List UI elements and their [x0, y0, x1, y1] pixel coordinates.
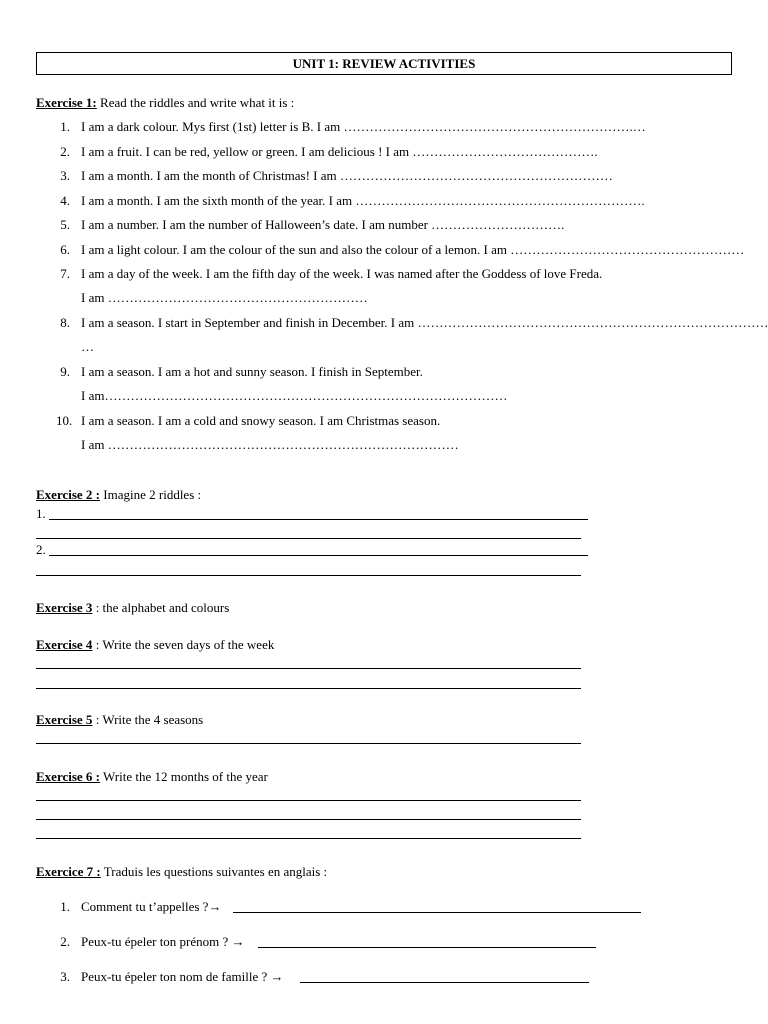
answer-line[interactable]: [36, 538, 581, 539]
riddle-text: I am a season. I am a cold and snowy season. I am Christmas season.: [81, 413, 441, 428]
exercise-4-instruction: : Write the seven days of the week: [92, 637, 275, 652]
riddle-number: 2.: [60, 144, 70, 159]
question-text: Comment tu t’appelles ?→: [81, 899, 222, 914]
exercise-1-instruction: Read the riddles and write what it is :: [96, 95, 295, 110]
riddle-number: 10.: [56, 413, 73, 428]
riddle-number: 3.: [60, 168, 70, 183]
exercise-2-instruction: Imagine 2 riddles :: [100, 487, 202, 502]
riddle-text: I am a season. I am a hot and sunny season. I finish in September.: [81, 364, 423, 379]
exercise-5-label: Exercise 5: [36, 712, 93, 727]
answer-line[interactable]: [233, 912, 641, 913]
question-number: 1.: [60, 899, 70, 914]
answer-line[interactable]: [300, 982, 589, 983]
riddle-text: I am a month. I am the month of Christmas! I am ………………………………………………………: [81, 168, 613, 183]
riddle-number: 6.: [60, 242, 70, 257]
exercise-4-heading: [36, 637, 274, 653]
riddle-number: 4.: [60, 193, 70, 208]
riddle-number: 7.: [60, 266, 70, 281]
exercise-2-label: Exercise 2 :: [36, 487, 101, 502]
exercise-5-heading: [36, 712, 203, 728]
riddle-text: I am a fruit. I can be red, yellow or green. I am delicious ! I am …………………………………….: [81, 144, 598, 159]
exercise-6-instruction: Write the 12 months of the year: [100, 769, 268, 784]
exercise-6-heading: [36, 769, 268, 785]
answer-line[interactable]: [36, 838, 581, 839]
exercise-3-label: Exercise 3: [36, 600, 93, 615]
riddle-text: I am a season. I start in September and finish in December. I am ………………………………………………………………………: [81, 315, 768, 330]
question-number: 3.: [60, 969, 70, 984]
exercise-6-label: Exercise 6 :: [36, 769, 101, 784]
exercise-4-label: Exercise 4: [36, 637, 93, 652]
riddle-answer-line: I am ……………………………………………………: [81, 290, 368, 305]
riddle-1-number: 1.: [36, 506, 46, 521]
riddle-number: 1.: [60, 119, 70, 134]
answer-line[interactable]: [36, 688, 581, 689]
exercise-7-label: Exercice 7 :: [36, 864, 101, 879]
exercise-5-instruction: : Write the 4 seasons: [92, 712, 204, 727]
exercise-3-heading: [36, 600, 229, 616]
exercise-3-instruction: : the alphabet and colours: [92, 600, 230, 615]
riddle-2-number: 2.: [36, 542, 46, 557]
answer-line[interactable]: [36, 668, 581, 669]
answer-line[interactable]: [258, 947, 596, 948]
page-title: UNIT 1: REVIEW ACTIVITIES: [36, 52, 732, 75]
riddle-number: 9.: [60, 364, 70, 379]
answer-line[interactable]: [36, 743, 581, 744]
exercise-1-heading: [36, 95, 294, 111]
answer-line[interactable]: [36, 575, 581, 576]
answer-line[interactable]: [49, 519, 588, 520]
riddle-text: I am a light colour. I am the colour of the sun and also the colour of a lemon. I am ………………………………………………: [81, 242, 745, 257]
question-text: Peux-tu épeler ton nom de famille ? →: [81, 969, 284, 984]
riddle-answer-line: I am…………………………………………………………………………………: [81, 388, 508, 403]
answer-line[interactable]: [36, 819, 581, 820]
exercise-1-label: Exercise 1:: [36, 95, 97, 110]
riddle-text: I am a number. I am the number of Halloween’s date. I am number ………………………….: [81, 217, 565, 232]
question-text: Peux-tu épeler ton prénom ? →: [81, 934, 245, 949]
exercise-7-heading: [36, 864, 327, 880]
exercise-7-instruction: Traduis les questions suivantes en anglais :: [100, 864, 328, 879]
riddle-text: I am a day of the week. I am the fifth day of the week. I was named after the Goddess of love Freda.: [81, 266, 603, 281]
question-number: 2.: [60, 934, 70, 949]
answer-line[interactable]: [49, 555, 588, 556]
riddle-text: I am a month. I am the sixth month of the year. I am ………………………………………………………….: [81, 193, 645, 208]
riddle-answer-line: …: [81, 339, 94, 354]
answer-line[interactable]: [36, 800, 581, 801]
riddle-answer-line: I am ………………………………………………………………………: [81, 437, 459, 452]
exercise-2-heading: [36, 487, 201, 503]
riddle-number: 8.: [60, 315, 70, 330]
riddle-text: I am a dark colour. Mys first (1st) letter is B. I am ………………………………………………………….…: [81, 119, 646, 134]
riddle-number: 5.: [60, 217, 70, 232]
